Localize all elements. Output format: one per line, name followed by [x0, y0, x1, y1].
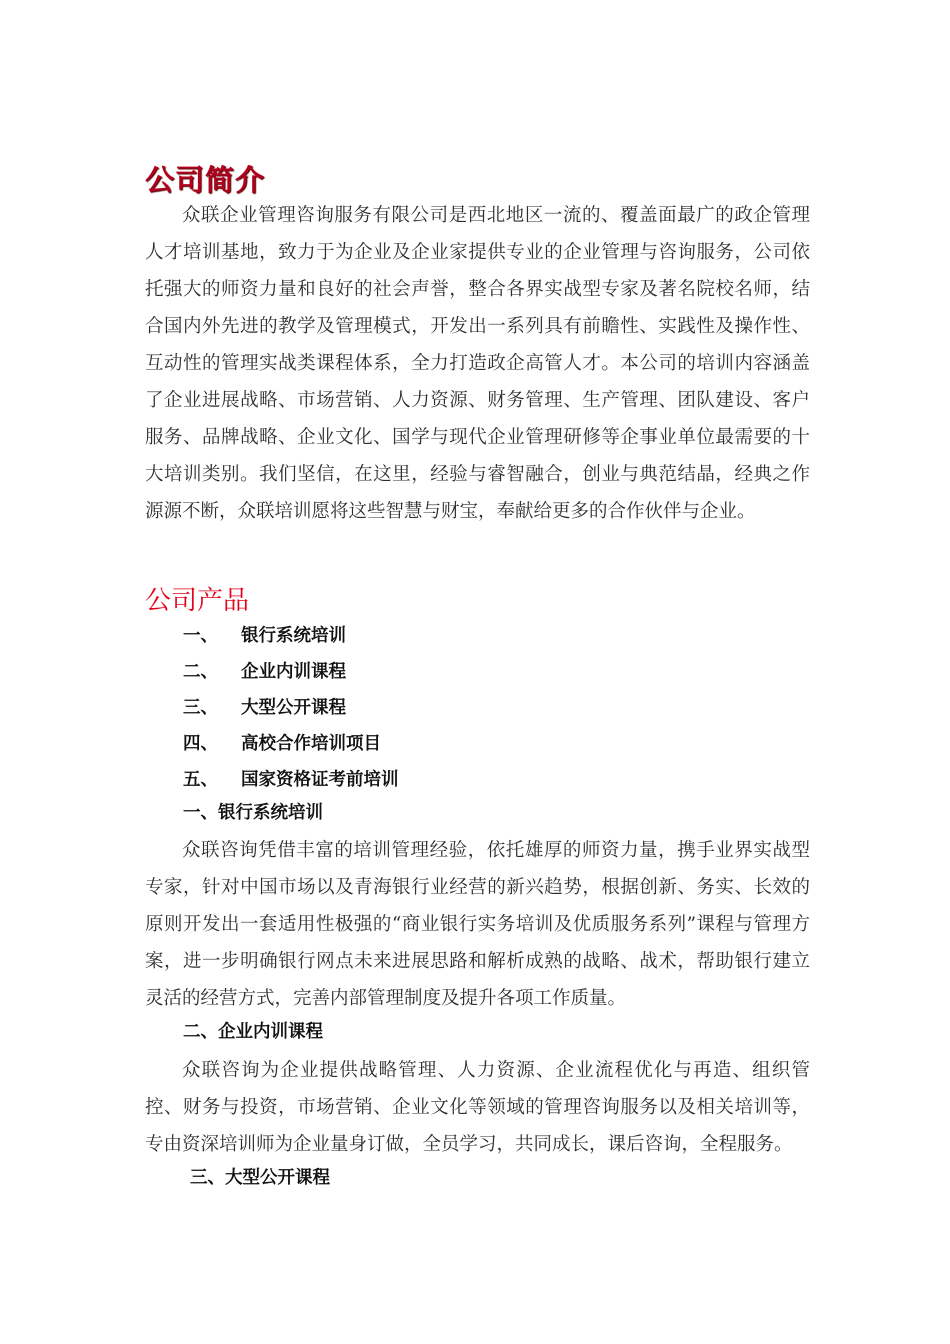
public-course-heading: 三、大型公开课程 — [190, 1168, 330, 1188]
product-number: 三、 — [183, 698, 218, 718]
product-number: 一、 — [183, 626, 218, 646]
product-list — [183, 618, 399, 798]
product-number: 四、 — [183, 734, 218, 754]
corporate-training-paragraph: 众联咨询为企业提供战略管理、人力资源、企业流程优化与再造、组织管控、财务与投资，市场营销、企业文化等领域的管理咨询服务以及相关培训等，专由资深培训师为企业量身订做，全员学习，共同成长，课后咨询，全程服务。 — [145, 1060, 810, 1155]
corporate-training-heading: 二、企业内训课程 — [183, 1022, 323, 1042]
product-label: 高校合作培训项目 — [241, 734, 381, 754]
company-intro-paragraph: 众联企业管理咨询服务有限公司是西北地区一流的、覆盖面最广的政企管理人才培训基地，致力于为企业及企业家提供专业的企业管理与咨询服务，公司依托强大的师资力量和良好的社会声誉，整合各界实战型专家及著名院校名师，结合国内外先进的教学及管理模式，开发出一系列具有前瞻性、实践性及操作性、互动性的管理实战类课程体系，全力打造政企高管人才。本公司的培训内容涵盖了企业进展战略、市场营销、人力资源、财务管理、生产管理、团队建设、客户服务、品牌战略、企业文化、国学与现代企业管理研修等企事业单位最需要的十大培训类别。我们坚信，在这里，经验与睿智融合，创业与典范结晶，经典之作源源不断，众联培训愿将这些智慧与财宝，奉献给更多的合作伙伴与企业。 — [145, 205, 810, 522]
product-label: 企业内训课程 — [241, 662, 346, 682]
product-number: 二、 — [183, 662, 218, 682]
product-label: 大型公开课程 — [241, 698, 346, 718]
product-list-item — [183, 726, 399, 762]
product-list-item — [183, 618, 399, 654]
company-products-heading: 公司产品 — [145, 586, 250, 616]
product-number: 五、 — [183, 770, 218, 790]
bank-training-paragraph: 众联咨询凭借丰富的培训管理经验，依托雄厚的师资力量，携手业界实战型专家，针对中国市场以及青海银行业经营的新兴趋势，根据创新、务实、长效的原则开发出一套适用性极强的“商业银行实务培训及优质服务系列”课程与管理方案，进一步明确银行网点未来进展思路和解析成熟的战略、战术，帮助银行建立灵活的经营方式，完善内部管理制度及提升各项工作质量。 — [145, 840, 810, 1009]
bank-training-heading: 一、银行系统培训 — [183, 803, 323, 823]
product-label: 国家资格证考前培训 — [241, 770, 399, 790]
product-label: 银行系统培训 — [241, 626, 346, 646]
product-list-item — [183, 654, 399, 690]
product-list-item — [183, 690, 399, 726]
company-intro-heading: 公司简介 — [145, 163, 266, 197]
product-list-item — [183, 762, 399, 798]
